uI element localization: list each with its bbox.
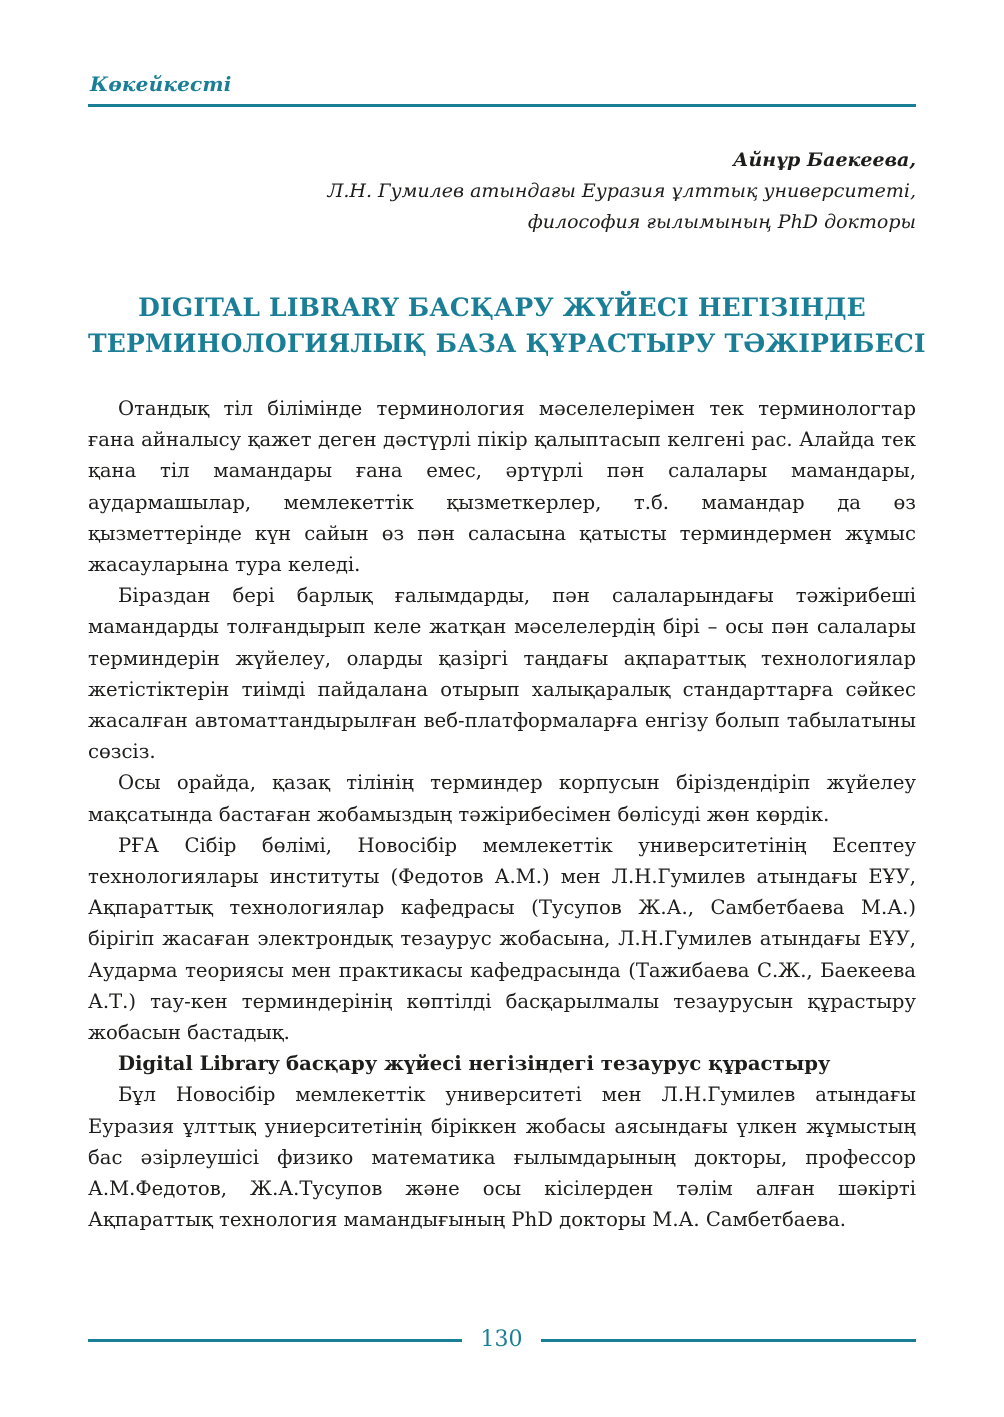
paragraph: Біраздан бері барлық ғалымдарды, пән салаларындағы тәжірибеші мамандарды толғандырып келе жатқан мәселелердің бірі – осы пән салалары терминдерін жүйелеу, оларды қазіргі таңдағы ақпараттық технологиялар жетістіктерін тиімді пайдалана отырып халықаралық стандарттарға сәйкес жасалған автоматтандырылған веб-платформаларға енгізу болып табылатыны сөзсіз.: [88, 584, 916, 764]
author-block: [216, 145, 916, 238]
author-affiliation: Л.Н. Гумилев атындағы Еуразия ұлттық университеті,: [327, 180, 916, 202]
article-body: [88, 393, 916, 1235]
title-line-2: ТЕРМИНОЛОГИЯЛЫҚ БАЗА ҚҰРАСТЫРУ ТӘЖІРИБЕСІ: [88, 329, 926, 358]
author-name: Айнұр Баекеева,: [733, 149, 916, 171]
title-line-1: DIGITAL LIBRARY БАСҚАРУ ЖҮЙЕСІ НЕГІЗІНДЕ: [138, 293, 866, 322]
header-divider: [88, 104, 916, 107]
footer-divider-right: [541, 1339, 916, 1342]
section-label: Көкейкесті: [90, 72, 232, 96]
paragraph: РҒА Сібір бөлімі, Новосібір мемлекеттік университетінің Есептеу технологиялары институты (Федотов А.М.) мен Л.Н.Гумилев атындағы ЕҰУ, Ақпараттық технологиялар кафедрасы (Тусупов Ж.А., Самбетбаева М.А.) бірігіп жасаған электрондық тезаурус жобасына, Л.Н.Гумилев атындағы ЕҰУ, Аударма теориясы мен практикасы кафедрасында (Тажибаева С.Ж., Баекеева А.Т.) тау-кен терминдерінің көптілді басқарылмалы тезаурусын құрастыру жобасын бастадық.: [88, 833, 916, 1045]
section-subheading: Digital Library басқару жүйесі негізіндегі тезаурус құрастыру: [118, 1052, 831, 1076]
author-degree: философия ғылымының PhD докторы: [527, 211, 916, 233]
footer-divider-left: [88, 1339, 462, 1342]
paragraph: Бұл Новосібір мемлекеттік университеті мен Л.Н.Гумилев атындағы Еуразия ұлттық униерситетінің біріккен жобасы аясындағы үлкен жұмыстың бас әзірлеушісі физико математика ғылымдарының докторы, профессор А.М.Федотов, Ж.А.Тусупов және осы кісілерден тәлім алған шәкірті Ақпараттық технология мамандығының PhD докторы М.А. Самбетбаева.: [88, 1083, 916, 1232]
page-number: 130: [480, 1327, 523, 1352]
article-title: [88, 290, 926, 362]
paragraph: Отандық тіл білімінде терминология мәселелерімен тек терминологтар ғана айналысу қажет деген дәстүрлі пікір қалыптасып келгені рас. Алайда тек қана тіл мамандары ғана емес, әртүрлі пән салалары мамандары, аудармашылар, мемлекеттік қызметкерлер, т.б. мамандар да өз қызметтерінде күн сайын өз пән саласына қатысты терминдермен жұмыс жасауларына тура келеді.: [88, 397, 916, 577]
paragraph: Осы орайда, қазақ тілінің терминдер корпусын біріздендіріп жүйелеу мақсатында бастаған жобамыздың тәжірибесімен бөлісуді жөн көрдік.: [88, 771, 916, 826]
